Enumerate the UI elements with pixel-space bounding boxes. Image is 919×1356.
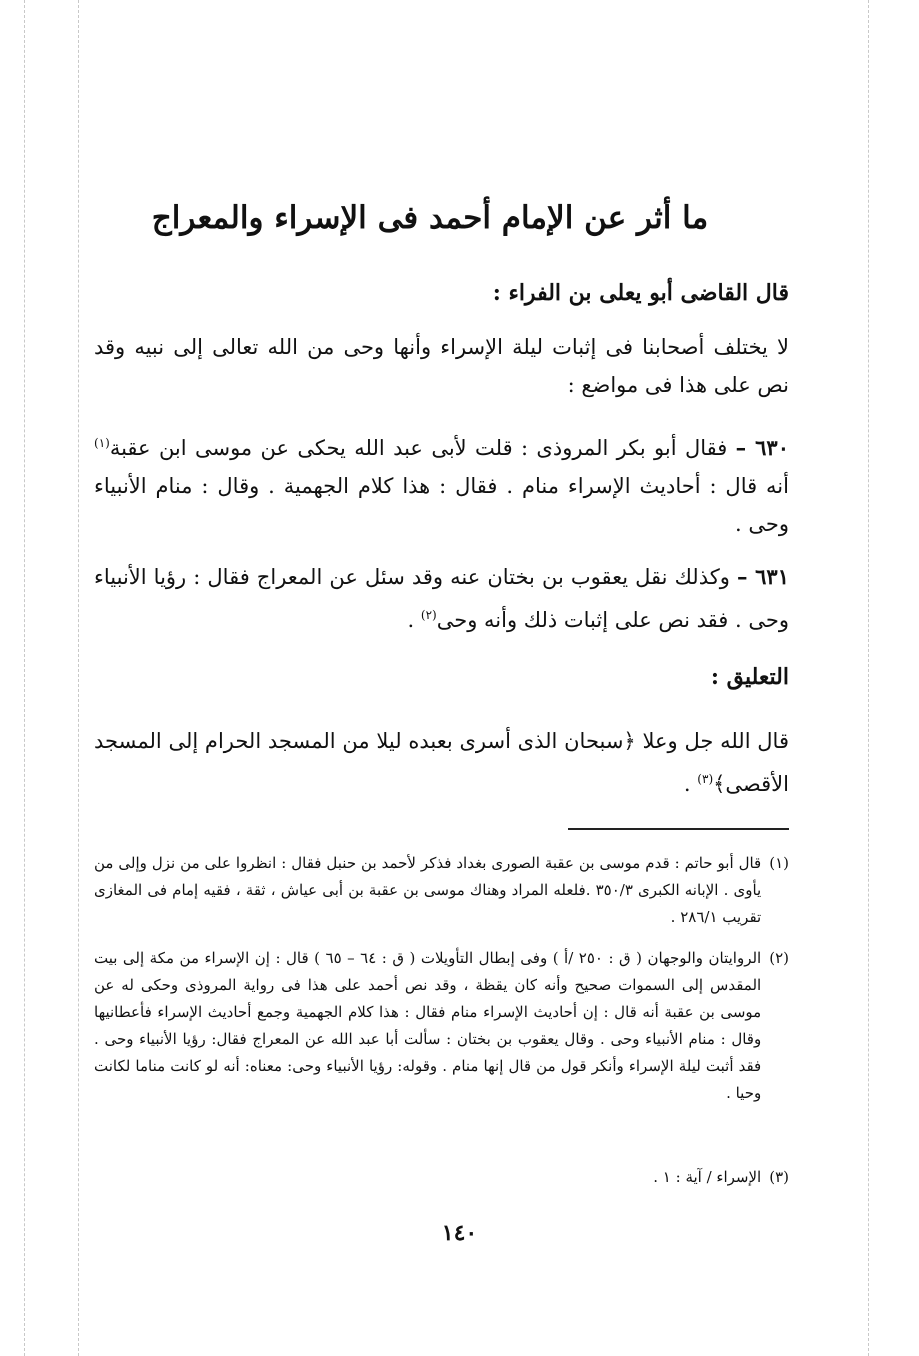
narration-text: وكذلك نقل يعقوب بن بختان عنه وقد سئل عن المعراج فقال : رؤيا الأنبياء وحى . فقد نص على إثبات ذلك وأنه وحى [94, 565, 789, 632]
footnote-text: الإسراء / آية : ١ . [653, 1168, 762, 1186]
intro-paragraph: لا يختلف أصحابنا فى إثبات ليلة الإسراء وأنها وحى من الله تعالى إلى نبيه وقد نص على هذا فى مواضع : [94, 335, 789, 397]
footnote-number: (٣) [769, 1168, 789, 1186]
footnote-2 [94, 945, 789, 1107]
narration-631 [94, 558, 789, 639]
footnote-ref: (٢) [420, 608, 437, 622]
narration-text: فقال أبو بكر المروذى : قلت لأبى عبد الله يحكى عن موسى ابن عقبة [109, 436, 728, 460]
scan-margin-line [78, 0, 79, 1356]
footnote-number: (٢) [769, 949, 789, 967]
footnote-divider [568, 828, 789, 830]
comment-paragraph [94, 722, 789, 803]
footnote-text: الروايتان والوجهان ( ق : ٢٥٠ /أ ) وفى إبطال التأويلات ( ق : ٦٤ – ٦٥ ) قال : إن الإسراء من مكة إلى بيت المقدس إلى السموات صحيح وأنه كان يقظة ، وقد نص أحمد على هذا فى رواية المروذى وحكى له عن موسى بن عقبة أنه قال : إن أحاديث الإسراء منام فقال : هذا كلام الجهمية وجمع أحاديث الإسراء فأعطانيها وقال : منام الأنبياء وحى . وقال يعقوب بن بختان : سألت أبا عبد الله عن المعراج فقال: رؤيا الأنبياء وحى . فقد أثبت ليلة الإسراء وأنكر قول من قال إنها منام . وقوله: رؤيا الأنبياء وحى: معناه: أنه لو كانت مناما لكانت وحيا . [94, 949, 762, 1102]
quran-quote: قال الله جل وعلا ﴿سبحان الذى أسرى بعبده ليلا من المسجد الحرام إلى المسجد الأقصى﴾ [94, 729, 789, 796]
footnote-ref: (١) [94, 436, 110, 450]
scan-margin-line [24, 0, 25, 1356]
footnote-1 [94, 850, 789, 931]
speaker-heading: قال القاضى أبو يعلى بن الفراء : [492, 280, 789, 306]
page-title: ما أثر عن الإمام أحمد فى الإسراء والمعراج [151, 200, 709, 236]
scan-margin-line [868, 0, 869, 1356]
narration-text: أنه قال : أحاديث الإسراء منام . فقال : هذا كلام الجهمية . وقال : منام الأنبياء وحى . [94, 474, 789, 536]
narration-text: . [407, 608, 415, 632]
narration-630 [94, 424, 789, 543]
footnote-3 [94, 1164, 789, 1191]
comment-heading: التعليق : [710, 664, 789, 690]
footnote-text: قال أبو حاتم : قدم موسى بن عقبة الصورى بغداد فذكر لأحمد بن حنبل فقال : انظروا على من نزل وإلى من يأوى . الإبانه الكبرى ٣٥٠/٣ .فلعله المراد وهناك موسى بن عقبة بن أبى عياش ، ثقة ، فقيه إمام فى المغازى تقريب ٢٨٦/١ . [94, 854, 762, 926]
narration-number: ٦٣١ – [736, 564, 789, 589]
footnote-ref: (٣) [697, 772, 714, 786]
comment-end: . [683, 772, 691, 796]
narration-number: ٦٣٠ – [735, 435, 789, 460]
footnote-number: (١) [769, 854, 789, 872]
page-number: ١٤٠ [441, 1220, 478, 1246]
